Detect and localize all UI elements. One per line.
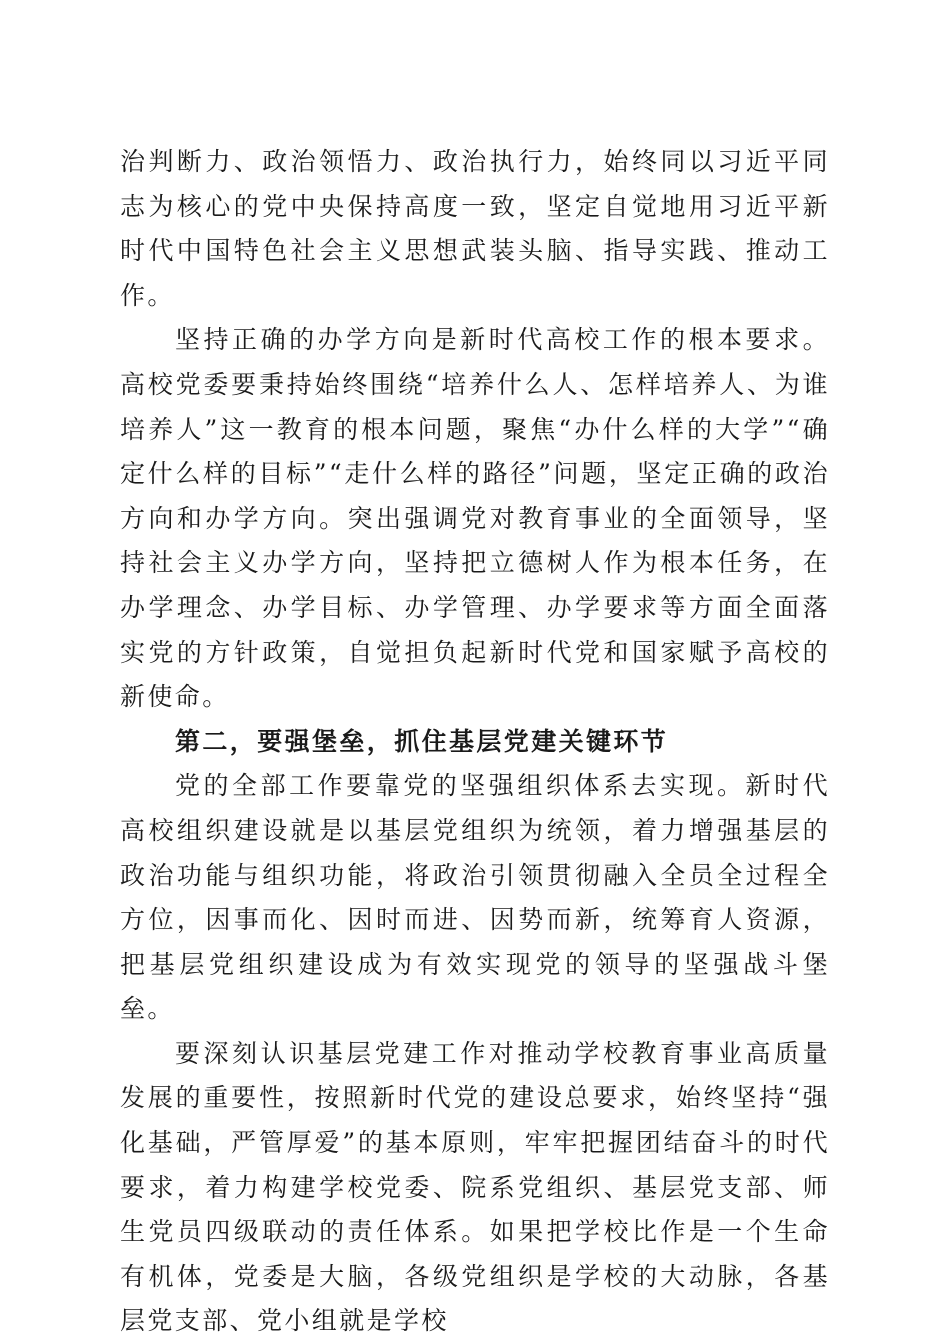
section-heading-second: 第二，要强堡垒，抓住基层党建关键环节 (175, 726, 669, 756)
paragraph-school-direction: 坚持正确的办学方向是新时代高校工作的根本要求。高校党委要秉持始终围绕“培养什么人、怎样培养人、为谁培养人”这一教育的根本问题，聚焦“办什么样的大学”“确定什么样的目标”“走什么样的路径”问题，坚定正确的政治方向和办学方向。突出强调党对教育事业的全面领导，坚持社会主义办学方向，坚持把立德树人作为根本任务，在办学理念、办学目标、办学管理、办学要求等方面全面落实党的方针政策，自觉担负起新时代党和国家赋予高校的新使命。 (120, 325, 830, 712)
paragraph-continuation: 治判断力、政治领悟力、政治执行力，始终同以习近平同志为核心的党中央保持高度一致，坚定自觉地用习近平新时代中国特色社会主义思想武装头脑、指导实践、推动工作。 (120, 147, 830, 310)
paragraph-grassroots-party-building: 要深刻认识基层党建工作对推动学校教育事业高质量发展的重要性，按照新时代党的建设总要求，始终坚持“强化基础，严管厚爱”的基本原则，牢牢把握团结奋斗的时代要求，着力构建学校党委、院系党组织、基层党支部、师生党员四级联动的责任体系。如果把学校比作是一个生命有机体，党委是大脑，各级党组织是学校的大动脉，各基层党支部、党小组就是学校 (120, 1038, 830, 1336)
document-body (120, 140, 830, 1344)
paragraph-organization-system: 党的全部工作要靠党的坚强组织体系去实现。新时代高校组织建设就是以基层党组织为统领，着力增强基层的政治功能与组织功能，将政治引领贯彻融入全员全过程全方位，因事而化、因时而进、因势而新，统筹育人资源，把基层党组织建设成为有效实现党的领导的坚强战斗堡垒。 (120, 771, 830, 1024)
